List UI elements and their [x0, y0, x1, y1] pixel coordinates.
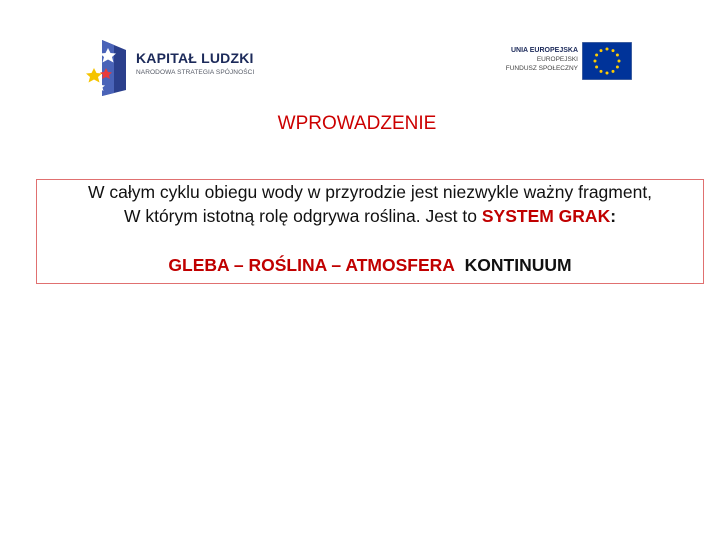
- eu-logo-line3: FUNDUSZ SPOŁECZNY: [505, 65, 578, 72]
- page-title: [0, 113, 720, 135]
- intro-text-box: [36, 179, 704, 284]
- kapital-ludzki-logo-icon: [86, 38, 132, 98]
- eu-logo-line1: UNIA EUROPEJSKA: [510, 47, 578, 54]
- system-grak-highlight: SYSTEM GRAK: [481, 206, 611, 226]
- eu-logo-text: [506, 46, 578, 73]
- intro-line-2: [37, 206, 703, 227]
- continuum-highlight: GLEBA – ROŚLINA – ATMOSFERA: [168, 255, 455, 275]
- kapital-ludzki-logo: [86, 38, 266, 98]
- logo-left-subtitle: NARODOWA STRATEGIA SPÓJNOŚCI: [136, 69, 255, 76]
- logo-left-name: KAPITAŁ LUDZKI: [136, 50, 254, 66]
- intro-line-2-text: W którym istotną rolę odgrywa roślina. Jest to: [123, 206, 482, 226]
- intro-line-1: W całym cyklu obiegu wody w przyrodzie jest niezwykle ważny fragment,: [87, 182, 653, 202]
- eu-logo: [496, 40, 636, 86]
- eu-flag-icon: [582, 42, 632, 80]
- intro-line-2-colon: :: [610, 206, 617, 226]
- page-title-text: WPROWADZENIE: [277, 113, 437, 134]
- eu-logo-line2: EUROPEJSKI: [536, 56, 578, 63]
- intro-line-3: [37, 255, 703, 276]
- continuum-label: KONTINUUM: [464, 255, 572, 275]
